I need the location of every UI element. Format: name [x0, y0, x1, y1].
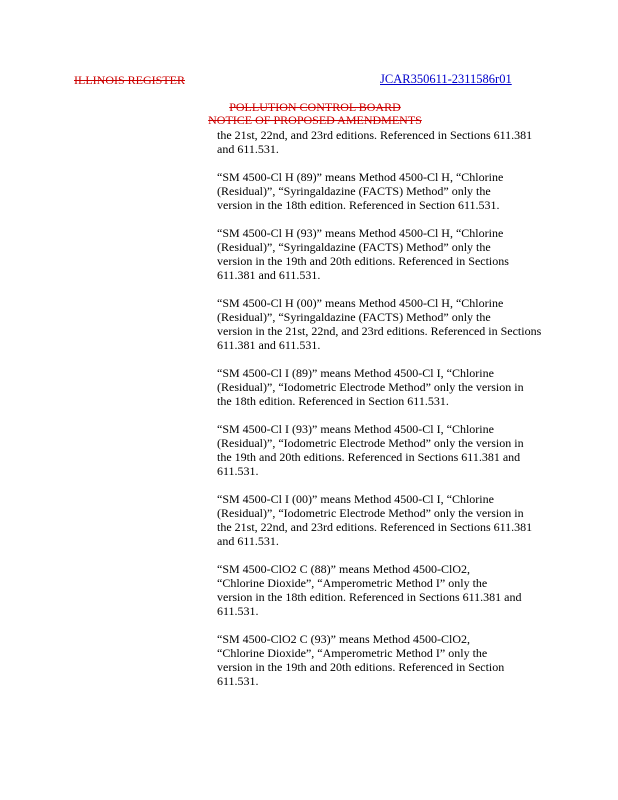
definition-line: “Chlorine Dioxide”, “Amperometric Method I” only the: [217, 576, 488, 590]
definition-line: and 611.531.: [217, 142, 279, 156]
definition-line: (Residual)”, “Syringaldazine (FACTS) Method” only the: [217, 310, 491, 324]
definition-paragraph: [217, 296, 565, 352]
definition-paragraph: [217, 562, 565, 618]
definition-paragraph: [217, 422, 565, 478]
definition-line: the 21st, 22nd, and 23rd editions. Referenced in Sections 611.381: [217, 128, 533, 142]
definition-line: “SM 4500-Cl I (00)” means Method 4500-Cl I, “Chlorine: [217, 492, 494, 506]
definition-line: the 19th and 20th editions. Referenced in Sections 611.381 and: [217, 450, 521, 464]
definition-line: 611.381 and 611.531.: [217, 268, 321, 282]
definition-line: version in the 19th and 20th editions. Referenced in Sections: [217, 254, 509, 268]
definition-line: “SM 4500-Cl H (00)” means Method 4500-Cl H, “Chlorine: [217, 296, 504, 310]
definition-line: (Residual)”, “Syringaldazine (FACTS) Method” only the: [217, 240, 491, 254]
definition-line: (Residual)”, “Iodometric Electrode Method” only the version in: [217, 436, 524, 450]
definition-line: the 18th edition. Referenced in Section 611.531.: [217, 394, 449, 408]
definition-line: 611.531.: [217, 464, 259, 478]
definitions-body: [217, 128, 565, 702]
definition-paragraph: [217, 492, 565, 548]
definition-line: version in the 18th edition. Referenced in Section 611.531.: [217, 198, 500, 212]
definition-line: 611.531.: [217, 674, 259, 688]
definition-line: version in the 18th edition. Referenced in Sections 611.381 and: [217, 590, 522, 604]
definition-line: (Residual)”, “Iodometric Electrode Method” only the version in: [217, 380, 524, 394]
notice-title: NOTICE OF PROPOSED AMENDMENTS: [208, 113, 422, 127]
definition-paragraph: [217, 632, 565, 688]
definition-line: (Residual)”, “Iodometric Electrode Method” only the version in: [217, 506, 524, 520]
register-header: ILLINOIS REGISTER: [74, 73, 185, 87]
definition-line: “Chlorine Dioxide”, “Amperometric Method I” only the: [217, 646, 488, 660]
definition-line: 611.381 and 611.531.: [217, 338, 321, 352]
definition-paragraph: [217, 366, 565, 408]
definition-line: version in the 19th and 20th editions. Referenced in Section: [217, 660, 505, 674]
definition-line: “SM 4500-Cl H (93)” means Method 4500-Cl H, “Chlorine: [217, 226, 504, 240]
definition-line: and 611.531.: [217, 534, 279, 548]
definition-line: version in the 21st, 22nd, and 23rd editions. Referenced in Sections: [217, 324, 542, 338]
definition-paragraph: [217, 170, 565, 212]
definition-line: 611.531.: [217, 604, 259, 618]
document-reference: JCAR350611-2311586r01: [380, 72, 512, 86]
definition-line: “SM 4500-Cl I (89)” means Method 4500-Cl I, “Chlorine: [217, 366, 494, 380]
definition-line: “SM 4500-ClO2 C (93)” means Method 4500-ClO2,: [217, 632, 470, 646]
definition-line: the 21st, 22nd, and 23rd editions. Referenced in Sections 611.381: [217, 520, 533, 534]
definition-line: “SM 4500-ClO2 C (88)” means Method 4500-ClO2,: [217, 562, 470, 576]
definition-line: “SM 4500-Cl I (93)” means Method 4500-Cl I, “Chlorine: [217, 422, 494, 436]
definition-paragraph: [217, 128, 565, 156]
agency-name: POLLUTION CONTROL BOARD: [229, 100, 401, 114]
definition-paragraph: [217, 226, 565, 282]
definition-line: (Residual)”, “Syringaldazine (FACTS) Method” only the: [217, 184, 491, 198]
definition-line: “SM 4500-Cl H (89)” means Method 4500-Cl H, “Chlorine: [217, 170, 504, 184]
